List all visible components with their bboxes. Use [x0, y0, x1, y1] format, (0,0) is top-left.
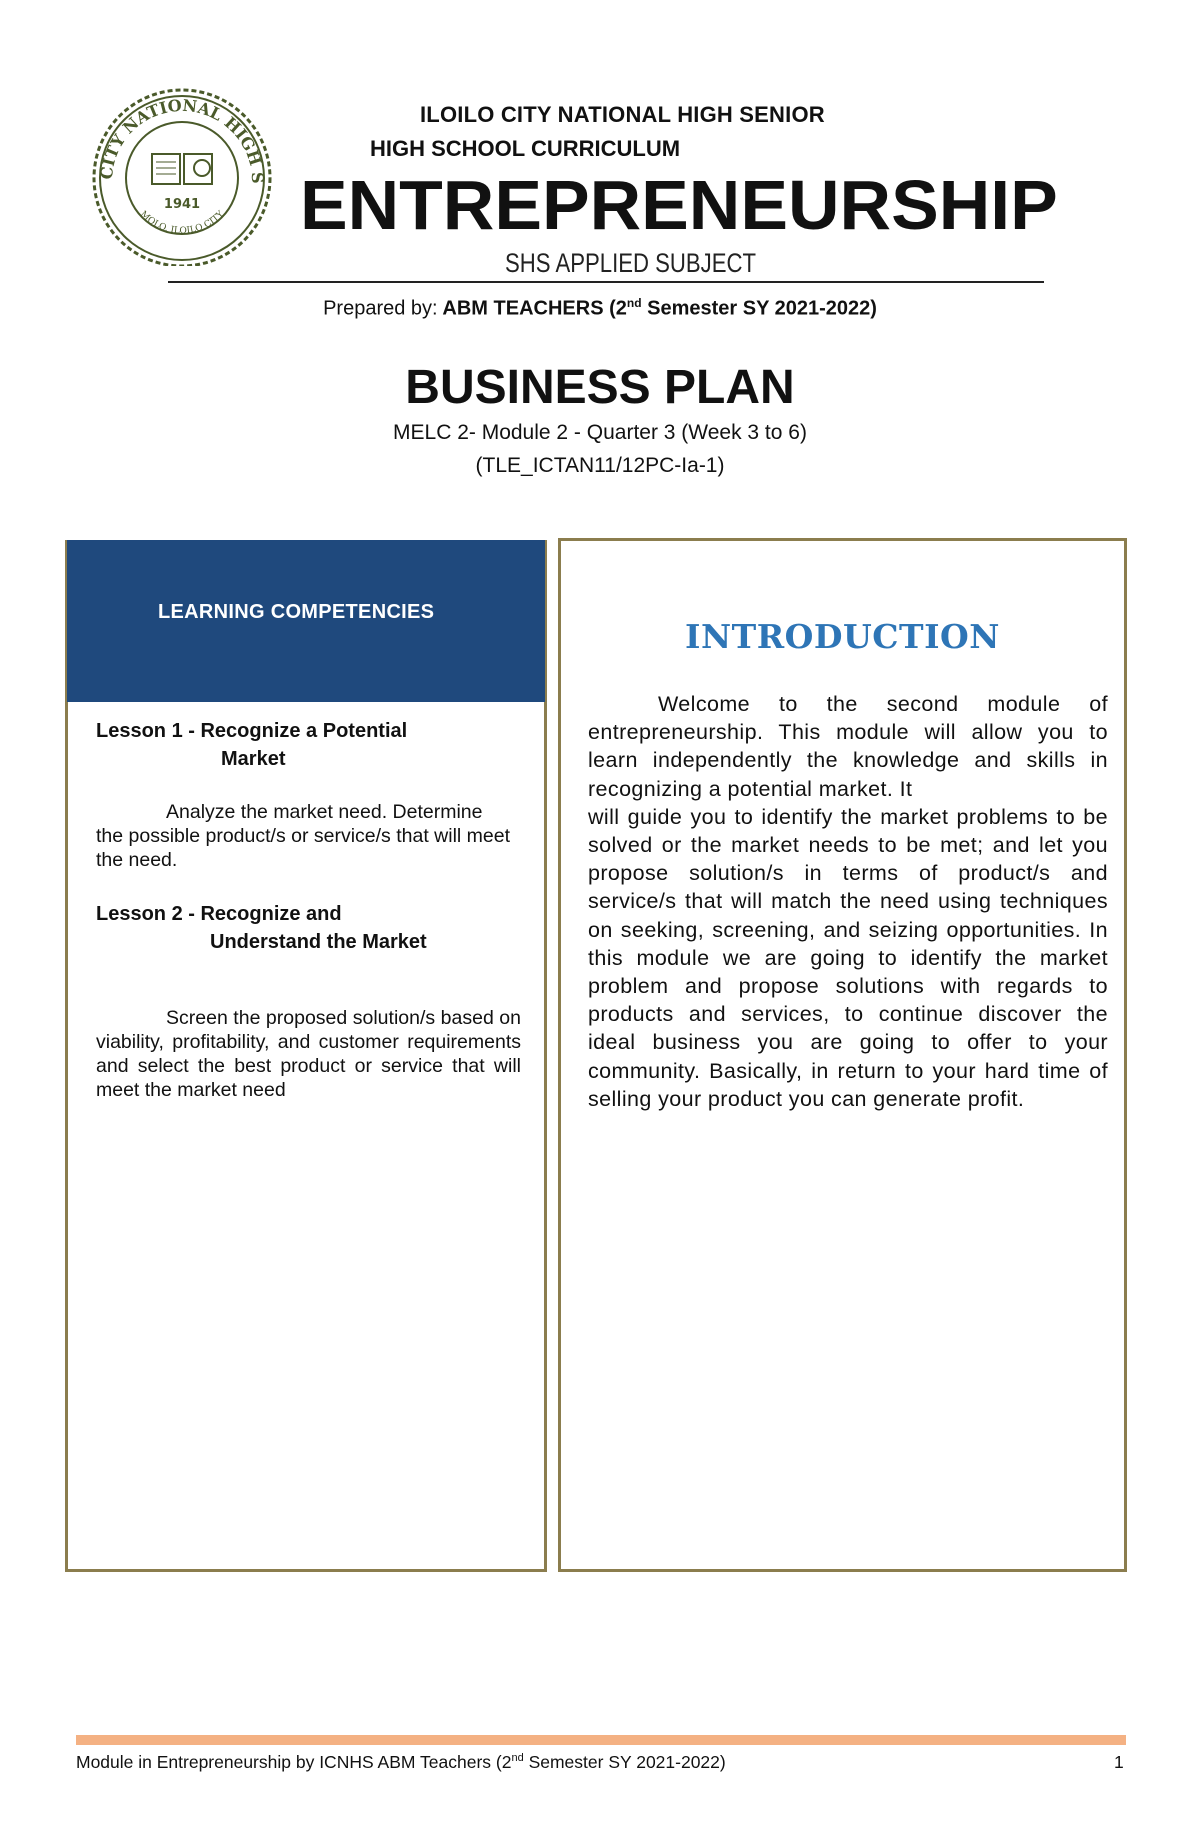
svg-text:MOLO, ILOILO CITY [138, 209, 227, 237]
module-title: BUSINESS PLAN [405, 361, 795, 414]
footer-bar [76, 1735, 1126, 1745]
lesson1-heading: Lesson 1 - Recognize a Potential [96, 720, 408, 742]
prepared-value: ABM TEACHERS (2 [442, 297, 627, 320]
prepared-tail: Semester SY 2021-2022) [647, 297, 877, 320]
footer-text-main: Module in Entrepreneurship by ICNHS ABM Teachers (2 [76, 1752, 512, 1772]
lesson2-heading-cont: Understand the Market [210, 931, 427, 953]
lesson2-heading: Lesson 2 - Recognize and [96, 903, 342, 925]
lesson1-body-first: Analyze the market need. Determine [166, 801, 483, 823]
school-name-line2: HIGH SCHOOL CURRICULUM [370, 136, 681, 161]
module-code: (TLE_ICTAN11/12PC-Ia-1) [475, 454, 725, 477]
introduction-title: INTRODUCTION [685, 617, 1000, 656]
subject-subtitle: SHS APPLIED SUBJECT [505, 248, 757, 278]
header-divider [168, 281, 1044, 283]
seal-year: 1941 [163, 197, 201, 212]
introduction-p1: Welcome to the second module of entrepreneurship. This module will allow you to learn independently the knowledge and skills in recognizing a potential market. It [588, 692, 1108, 801]
prepared-by [0, 296, 1200, 321]
school-name-line1: ILOILO CITY NATIONAL HIGH SENIOR [420, 102, 825, 127]
lesson1-body-rest: the possible product/s or service/s that will meet the need. [96, 825, 511, 871]
lesson2-body [96, 1006, 521, 1102]
footer-text-tail: Semester SY 2021-2022) [523, 1752, 726, 1772]
school-seal [82, 86, 282, 266]
svg-text:ILOILO CITY NATIONAL HIGH SCHO [82, 86, 267, 184]
lesson2-body-text: Screen the proposed solution/s based on viability, profitability, and customer requirements and select the best product or service that will meet the market need [96, 1007, 521, 1101]
seal-top-text: CITY NATIONAL HIGH S [96, 95, 268, 184]
introduction-p2: will guide you to identify the market problems to be solved or the market needs to be met; and let you propose solution/s in terms of product/s and service/s that will match the need using techniques on seeking, screening, and seizing opportunities. In this module we are going to identify the market problem and propose solutions with regards to products and services, to continue discover the ideal business you are going to offer to your community. Basically, in return to your hard time of selling your product you can generate profit. [588, 804, 1108, 1111]
seal-bottom-text: MOLO, ILOILO CITY [137, 209, 227, 237]
subject-title: ENTREPRENEURSHIP [300, 166, 1058, 244]
footer-text-sup: nd [511, 1752, 524, 1765]
prepared-label: Prepared by: [323, 297, 438, 320]
footer-text [76, 1752, 726, 1773]
module-melc: MELC 2- Module 2 - Quarter 3 (Week 3 to 6) [393, 421, 807, 444]
page-number: 1 [1114, 1752, 1124, 1772]
prepared-sup: nd [626, 296, 642, 310]
lesson1-body [96, 800, 521, 872]
lesson1-heading-cont: Market [221, 748, 286, 770]
introduction-body [588, 690, 1108, 1113]
competencies-banner-label: LEARNING COMPETENCIES [158, 601, 435, 623]
